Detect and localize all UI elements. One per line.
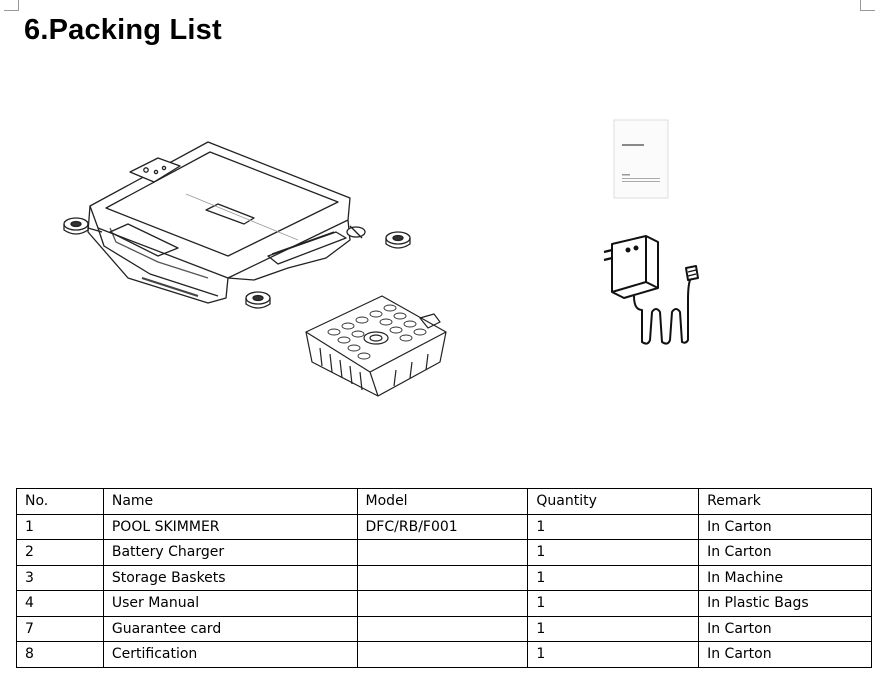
table-row [17,642,872,668]
user-manual-illustration [612,118,670,200]
column-header-remark: Remark [699,489,872,515]
cell-name: POOL SKIMMER [103,514,357,540]
cell-model [357,616,528,642]
cell-model [357,540,528,566]
cell-name: Guarantee card [103,616,357,642]
cell-quantity: 1 [528,540,699,566]
table-row [17,540,872,566]
cell-remark: In Carton [699,540,872,566]
storage-basket-illustration [300,292,452,400]
page-title: 6.Packing List [24,14,222,46]
crop-mark-top-left [4,0,19,11]
cell-name: Battery Charger [103,540,357,566]
cell-quantity: 1 [528,565,699,591]
cell-model [357,642,528,668]
table-row [17,565,872,591]
table-header-row [17,489,872,515]
table-row [17,616,872,642]
cell-remark: In Carton [699,616,872,642]
cell-no: 4 [17,591,104,617]
cell-no: 7 [17,616,104,642]
cell-no: 2 [17,540,104,566]
table-row [17,514,872,540]
cell-remark: In Plastic Bags [699,591,872,617]
cell-name: User Manual [103,591,357,617]
cell-quantity: 1 [528,616,699,642]
cell-quantity: 1 [528,514,699,540]
cell-no: 3 [17,565,104,591]
column-header-quantity: Quantity [528,489,699,515]
cell-remark: In Carton [699,514,872,540]
column-header-model: Model [357,489,528,515]
cell-model [357,565,528,591]
cell-no: 1 [17,514,104,540]
column-header-no: No. [17,489,104,515]
packing-list-table [16,488,872,668]
crop-mark-top-right [860,0,875,11]
cell-name: Certification [103,642,357,668]
cell-quantity: 1 [528,642,699,668]
cell-no: 8 [17,642,104,668]
cell-model: DFC/RB/F001 [357,514,528,540]
cell-remark: In Carton [699,642,872,668]
table-row [17,591,872,617]
cell-name: Storage Baskets [103,565,357,591]
column-header-name: Name [103,489,357,515]
cell-quantity: 1 [528,591,699,617]
cell-remark: In Machine [699,565,872,591]
battery-charger-illustration [598,230,702,350]
cell-model [357,591,528,617]
